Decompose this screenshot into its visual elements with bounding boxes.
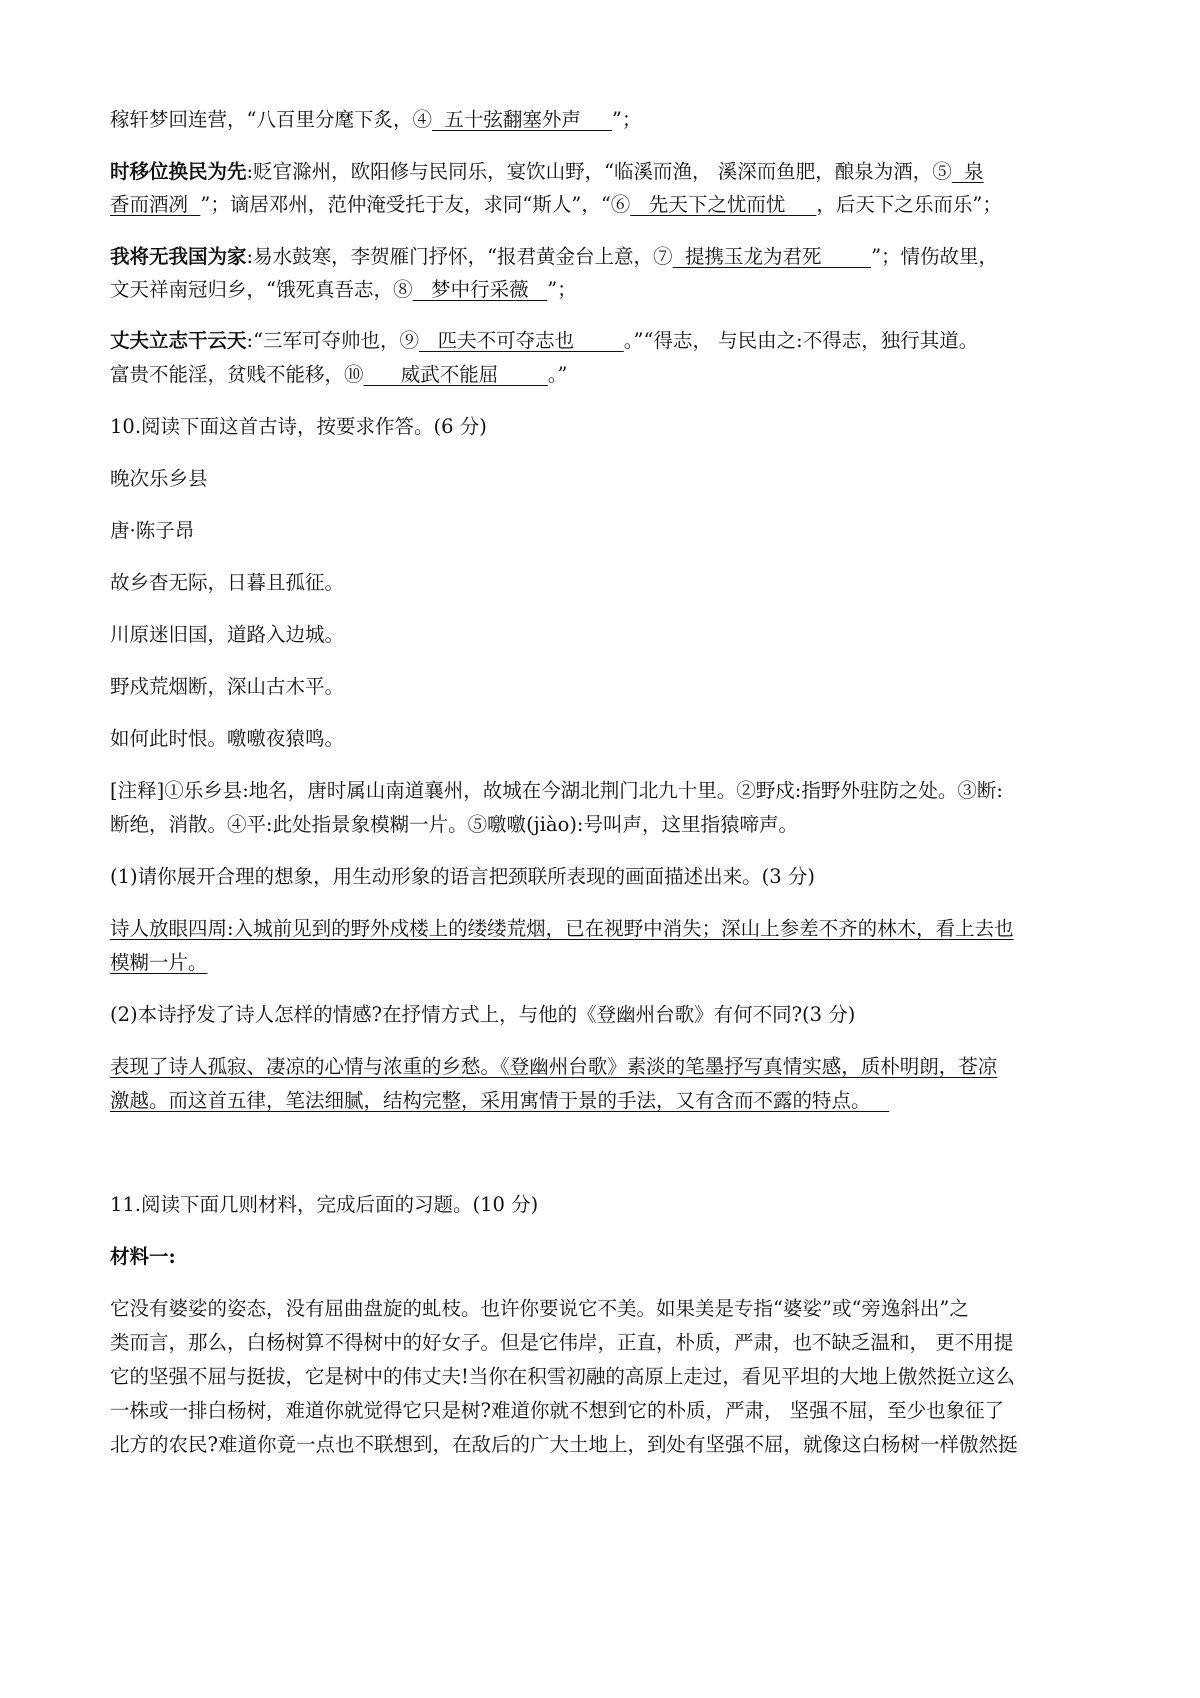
answer-blank-7: 提携玉龙为君死 — [672, 245, 872, 268]
text: ”； — [611, 108, 642, 131]
poem-verse: 故乡杳无际，日暮且孤征。 — [110, 571, 345, 594]
answer-1: 诗人放眼四周:入城前见到的野外戍楼上的缕缕荒烟，已在视野中消失；深山上参差不齐的林木，看上去也 — [110, 917, 1014, 940]
poem-title: 晚次乐乡县 — [110, 467, 208, 490]
answer-blank-5-cont: 香而酒冽 — [110, 193, 201, 216]
text: ”；情伤故里， — [871, 245, 999, 268]
answer-1-cont: 模糊一片。 — [110, 951, 208, 974]
text: 。”“得志， 与民由之:不得志，独行其道。 — [623, 329, 979, 352]
poem-verse: 如何此时恨。噭噭夜猿鸣。 — [110, 727, 345, 750]
poem-note-cont: 断绝，消散。④平:此处指景象模糊一片。⑤噭噭(jiào):号叫声，这里指猿啼声。 — [110, 813, 799, 836]
answer-blank-9: 匹夫不可夺志也 — [419, 329, 624, 352]
answer-blank-8: 梦中行采薇 — [412, 278, 548, 301]
answer-blank-4: 五十弦翻塞外声 — [431, 108, 612, 131]
poem-verse: 野戍荒烟断，深山古木平。 — [110, 675, 345, 698]
fill-in-line-6 — [110, 191, 1100, 219]
text: :贬官滁州，欧阳修与民同乐，宴饮山野，“临溪而渔， 溪深而鱼肥，酿泉为酒，⑤ — [246, 160, 952, 183]
material-paragraph: 它的坚强不屈与挺拔，它是树中的伟丈夫!当你在积雪初融的高原上走过，看见平坦的大地上傲然挺立这么 — [110, 1365, 1015, 1388]
material-paragraph: 它没有婆娑的姿态，没有屈曲盘旋的虬枝。也许你要说它不美。如果美是专指“婆娑”或“旁逸斜出”之 — [110, 1297, 969, 1320]
material-label: 材料一: — [110, 1245, 176, 1268]
poem-note: [注释]①乐乡县:地名，唐时属山南道襄州，故城在今湖北荆门北九十里。②野戍:指野外驻防之处。③断: — [110, 779, 1003, 802]
sub-question-2: (2)本诗抒发了诗人怎样的情感?在抒情方式上，与他的《登幽州台歌》有何不同?(3 分) — [110, 1003, 856, 1026]
section-heading: 丈夫立志干云天 — [110, 329, 247, 352]
answer-2: 表现了诗人孤寂、凄凉的心情与浓重的乡愁。《登幽州台歌》素淡的笔墨抒写真情实感，质朴明朗，苍凉 — [110, 1055, 998, 1078]
material-paragraph: 类而言，那么，白杨树算不得树中的好女子。但是它伟岸，正直，朴质，严肃，也不缺乏温和， 更不用提 — [110, 1331, 1014, 1354]
question-10-header: 10.阅读下面这首古诗，按要求作答。(6 分) — [110, 415, 487, 438]
sub-question-1: (1)请你展开合理的想象，用生动形象的语言把颈联所表现的画面描述出来。(3 分) — [110, 865, 815, 888]
fill-in-line-4 — [110, 106, 1100, 134]
text: ，后天下之乐而乐”； — [816, 193, 1002, 216]
fill-in-line-9 — [110, 327, 1100, 355]
material-paragraph: 北方的农民?难道你竟一点也不联想到，在敌后的广大土地上，到处有坚强不屈，就像这白杨树一样傲然挺 — [110, 1433, 1018, 1456]
text: 富贵不能淫，贫贱不能移，⑩ — [110, 363, 364, 386]
material-paragraph: 一株或一排白杨树，难道你就觉得它只是树?难道你就不想到它的朴质，严肃， 坚强不屈，至少也象征了 — [110, 1399, 1005, 1422]
section-heading: 时移位换民为先 — [110, 160, 247, 183]
answer-blank-5: 泉 — [951, 160, 984, 183]
text: 稼轩梦回连营，“八百里分麾下炙，④ — [110, 108, 432, 131]
text: :易水鼓寒，李贺雁门抒怀，“报君黄金台上意，⑦ — [246, 245, 673, 268]
fill-in-line-10 — [110, 361, 1100, 389]
poem-verse: 川原迷旧国，道路入边城。 — [110, 623, 345, 646]
text: 文天祥南冠归乡，“饿死真吾志，⑧ — [110, 278, 413, 301]
text: 。” — [547, 363, 568, 386]
fill-in-line-8 — [110, 276, 1100, 304]
answer-2-cont: 激越。而这首五律，笔法细腻，结构完整，采用寓情于景的手法，又有含而不露的特点。 — [110, 1089, 890, 1112]
fill-in-line-5 — [110, 158, 1100, 186]
text: :“三军可夺帅也，⑨ — [246, 329, 420, 352]
text: ”； — [547, 278, 577, 301]
fill-in-line-7 — [110, 243, 1100, 271]
section-heading: 我将无我国为家 — [110, 245, 247, 268]
text: ”；谪居邓州，范仲淹受托于友，求同“斯人”，“⑥ — [200, 193, 631, 216]
poem-author: 唐·陈子昂 — [110, 519, 195, 542]
answer-blank-10: 威武不能屈 — [363, 363, 548, 386]
answer-blank-6: 先天下之忧而忧 — [630, 193, 817, 216]
question-11-header: 11.阅读下面几则材料，完成后面的习题。(10 分) — [110, 1193, 539, 1216]
